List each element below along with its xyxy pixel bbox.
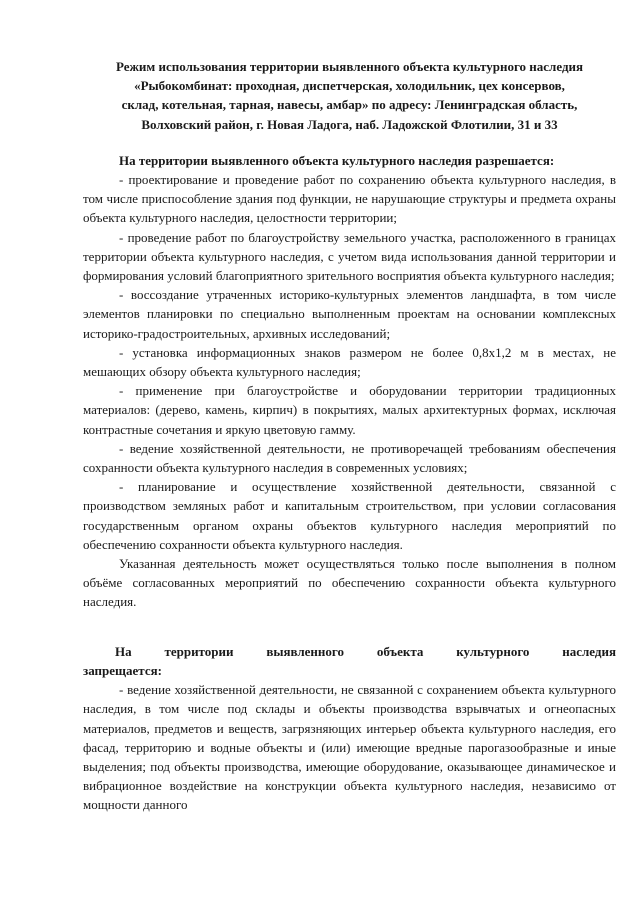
allowed-heading: На территории выявленного объекта культурного наследия разрешается: bbox=[119, 152, 555, 168]
title-line: склад, котельная, тарная, навесы, амбар» по адресу: Ленинградская область, bbox=[121, 97, 578, 113]
allowed-item: - проектирование и проведение работ по сохранению объекта культурного наследия, в том числе приспособление здания под функции, не нарушающие структуры и предмета охраны объекта культурного наследия, целостности территории; bbox=[83, 172, 616, 226]
allowed-item: - планирование и осуществление хозяйственной деятельности, связанной с производством земляных работ и капитальным строительством, при условии согласования государственным органом охраны объектов культурного наследия мероприятий по обеспечению сохранности объекта культурного наследия. bbox=[83, 479, 616, 552]
section-gap bbox=[83, 612, 616, 642]
title-line: Волховский район, г. Новая Ладога, наб. Ладожской Флотилии, 31 и 33 bbox=[141, 116, 558, 132]
prohibited-heading: На территории выявленного объекта культурного наследия bbox=[115, 643, 616, 659]
allowed-item: - установка информационных знаков размером не более 0,8х1,2 м в местах, не мешающих обзору объекта культурного наследия; bbox=[83, 344, 616, 380]
allowed-item: - ведение хозяйственной деятельности, не противоречащей требованиям обеспечения сохранности объекта культурного наследия в современных условиях; bbox=[83, 440, 616, 476]
allowed-item: - воссоздание утраченных историко-культурных элементов ландшафта, в том числе элементов планировки по специально выполненным проектам на основании комплексных историко-градостроительных, архивных исследований; bbox=[83, 287, 616, 341]
allowed-item: - проведение работ по благоустройству земельного участка, расположенного в границах территории объекта культурного наследия, с учетом вида использования данной территории и формирования условий благоприятного зрительного восприятия объекта культурного наследия; bbox=[83, 229, 616, 284]
title-line: «Рыбокомбинат: проходная, диспетчерская, холодильник, цех консервов, bbox=[134, 78, 565, 94]
prohibited-item: - ведение хозяйственной деятельности, не связанной с сохранением объекта культурного наследия, в том числе под склады и объекты производства взрывчатых и огнеопасных материалов, предметов и веществ, загрязняющих интерьер объекта культурного наследия, его фасад, территорию и водные объекты и (или) имеющие вредные парогазообразные и иные выделения; под объекты производства, имеющие оборудование, оказывающее динамическое и вибрационное воздействие на конструкции объекта культурного наследия, независимо от мощности данного bbox=[83, 682, 616, 813]
allowed-item: - применение при благоустройстве и оборудовании территории традиционных материалов: (дерево, камень, кирпич) в покрытиях, малых архитектурных формах, исключая контрастные сочетания и яркую цветовую гамму. bbox=[83, 383, 616, 437]
prohibited-heading-continuation: запрещается: bbox=[83, 662, 162, 678]
title-line: Режим использования территории выявленного объекта культурного наследия bbox=[115, 59, 584, 74]
allowed-note: Указанная деятельность может осуществляться только после выполнения в полном объёме согласованных мероприятий по обеспечению сохранности объекта культурного наследия. bbox=[83, 556, 616, 610]
document-title bbox=[83, 57, 616, 134]
